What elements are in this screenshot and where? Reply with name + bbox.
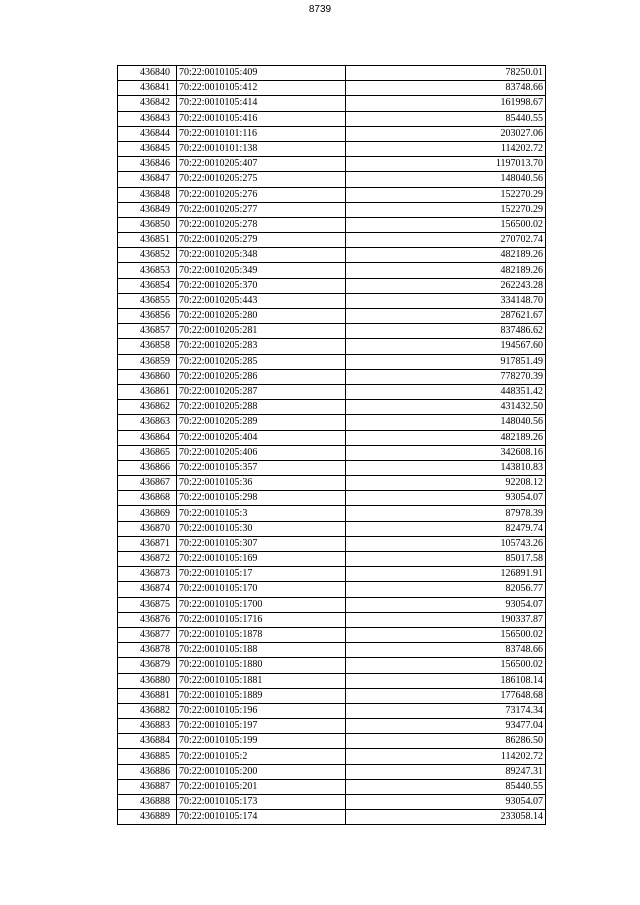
cadastral-value-cell: 837486.62 (346, 324, 546, 339)
row-id-cell: 436847 (118, 172, 177, 187)
cadastral-value-cell: 342608.16 (346, 445, 546, 460)
cadastral-number-cell: 70:22:0010105:200 (177, 764, 346, 779)
cadastral-value-cell: 105743.26 (346, 536, 546, 551)
cadastral-number-cell: 70:22:0010205:348 (177, 248, 346, 263)
row-id-cell: 436857 (118, 324, 177, 339)
cadastral-value-cell: 156500.02 (346, 627, 546, 642)
row-id-cell: 436869 (118, 506, 177, 521)
table-row (118, 764, 546, 779)
row-id-cell: 436862 (118, 400, 177, 415)
cadastral-number-cell: 70:22:0010105:201 (177, 779, 346, 794)
table-row (118, 400, 546, 415)
cadastral-number-cell: 70:22:0010205:443 (177, 293, 346, 308)
table-row (118, 749, 546, 764)
row-id-cell: 436870 (118, 521, 177, 536)
cadastral-value-cell: 156500.02 (346, 658, 546, 673)
table-row (118, 339, 546, 354)
cadastral-number-cell: 70:22:0010105:188 (177, 643, 346, 658)
row-id-cell: 436886 (118, 764, 177, 779)
row-id-cell: 436845 (118, 141, 177, 156)
row-id-cell: 436841 (118, 81, 177, 96)
cadastral-value-cell: 83748.66 (346, 81, 546, 96)
table-row (118, 233, 546, 248)
table-row (118, 248, 546, 263)
cadastral-number-cell: 70:22:0010205:279 (177, 233, 346, 248)
cadastral-value-cell: 93054.07 (346, 491, 546, 506)
row-id-cell: 436852 (118, 248, 177, 263)
cadastral-value-cell: 143810.83 (346, 460, 546, 475)
row-id-cell: 436842 (118, 96, 177, 111)
cadastral-value-cell: 482189.26 (346, 263, 546, 278)
cadastral-number-cell: 70:22:0010105:196 (177, 703, 346, 718)
row-id-cell: 436844 (118, 126, 177, 141)
table-row (118, 141, 546, 156)
cadastral-value-cell: 86286.50 (346, 734, 546, 749)
cadastral-value-cell: 85440.55 (346, 111, 546, 126)
table-row (118, 354, 546, 369)
cadastral-number-cell: 70:22:0010101:116 (177, 126, 346, 141)
row-id-cell: 436889 (118, 810, 177, 825)
table-row (118, 552, 546, 567)
row-id-cell: 436882 (118, 703, 177, 718)
cadastral-number-cell: 70:22:0010105:409 (177, 66, 346, 81)
table-row (118, 430, 546, 445)
cadastral-number-cell: 70:22:0010105:30 (177, 521, 346, 536)
table-row (118, 476, 546, 491)
table-row (118, 293, 546, 308)
table-row (118, 582, 546, 597)
cadastral-value-cell: 82479.74 (346, 521, 546, 536)
table-row (118, 612, 546, 627)
table-row (118, 567, 546, 582)
table-body (118, 66, 546, 825)
cadastral-value-cell: 93054.07 (346, 795, 546, 810)
cadastral-number-cell: 70:22:0010105:307 (177, 536, 346, 551)
table-row (118, 157, 546, 172)
table-row (118, 779, 546, 794)
cadastral-value-cell: 190337.87 (346, 612, 546, 627)
table-row (118, 627, 546, 642)
row-id-cell: 436888 (118, 795, 177, 810)
cadastral-value-cell: 114202.72 (346, 141, 546, 156)
cadastral-value-cell: 85017.58 (346, 552, 546, 567)
table-row (118, 658, 546, 673)
row-id-cell: 436850 (118, 217, 177, 232)
row-id-cell: 436871 (118, 536, 177, 551)
row-id-cell: 436846 (118, 157, 177, 172)
cadastral-number-cell: 70:22:0010105:36 (177, 476, 346, 491)
row-id-cell: 436854 (118, 278, 177, 293)
table-row (118, 263, 546, 278)
cadastral-value-cell: 194567.60 (346, 339, 546, 354)
cadastral-number-cell: 70:22:0010105:2 (177, 749, 346, 764)
row-id-cell: 436859 (118, 354, 177, 369)
cadastral-number-cell: 70:22:0010205:286 (177, 369, 346, 384)
table-row (118, 673, 546, 688)
row-id-cell: 436878 (118, 643, 177, 658)
row-id-cell: 436855 (118, 293, 177, 308)
table-row (118, 460, 546, 475)
cadastral-value-cell: 148040.56 (346, 172, 546, 187)
cadastral-number-cell: 70:22:0010205:370 (177, 278, 346, 293)
row-id-cell: 436868 (118, 491, 177, 506)
cadastral-value-cell: 93477.04 (346, 719, 546, 734)
cadastral-number-cell: 70:22:0010105:199 (177, 734, 346, 749)
cadastral-number-cell: 70:22:0010105:3 (177, 506, 346, 521)
table-row (118, 202, 546, 217)
table-row (118, 536, 546, 551)
row-id-cell: 436843 (118, 111, 177, 126)
cadastral-number-cell: 70:22:0010205:278 (177, 217, 346, 232)
cadastral-number-cell: 70:22:0010205:288 (177, 400, 346, 415)
cadastral-number-cell: 70:22:0010105:170 (177, 582, 346, 597)
cadastral-value-cell: 92208.12 (346, 476, 546, 491)
table-row (118, 81, 546, 96)
row-id-cell: 436865 (118, 445, 177, 460)
row-id-cell: 436851 (118, 233, 177, 248)
row-id-cell: 436872 (118, 552, 177, 567)
row-id-cell: 436858 (118, 339, 177, 354)
row-id-cell: 436887 (118, 779, 177, 794)
table-row (118, 810, 546, 825)
cadastral-number-cell: 70:22:0010105:174 (177, 810, 346, 825)
cadastral-number-cell: 70:22:0010105:1716 (177, 612, 346, 627)
table-row (118, 309, 546, 324)
table-row (118, 369, 546, 384)
table-row (118, 187, 546, 202)
cadastral-value-cell: 156500.02 (346, 217, 546, 232)
cadastral-value-cell: 161998.67 (346, 96, 546, 111)
cadastral-value-cell: 448351.42 (346, 384, 546, 399)
row-id-cell: 436873 (118, 567, 177, 582)
table-row (118, 734, 546, 749)
cadastral-value-cell: 482189.26 (346, 248, 546, 263)
table-row (118, 597, 546, 612)
cadastral-number-cell: 70:22:0010105:1881 (177, 673, 346, 688)
row-id-cell: 436866 (118, 460, 177, 475)
cadastral-number-cell: 70:22:0010205:276 (177, 187, 346, 202)
cadastral-value-cell: 186108.14 (346, 673, 546, 688)
row-id-cell: 436877 (118, 627, 177, 642)
cadastral-value-cell: 334148.70 (346, 293, 546, 308)
cadastral-number-cell: 70:22:0010205:285 (177, 354, 346, 369)
cadastral-value-cell: 87978.39 (346, 506, 546, 521)
cadastral-number-cell: 70:22:0010105:416 (177, 111, 346, 126)
table-row (118, 324, 546, 339)
cadastral-number-cell: 70:22:0010205:277 (177, 202, 346, 217)
cadastral-number-cell: 70:22:0010205:287 (177, 384, 346, 399)
cadastral-value-cell: 177648.68 (346, 688, 546, 703)
cadastral-value-cell: 1197013.70 (346, 157, 546, 172)
cadastral-number-cell: 70:22:0010105:197 (177, 719, 346, 734)
row-id-cell: 436864 (118, 430, 177, 445)
table-row (118, 688, 546, 703)
cadastral-value-cell: 82056.77 (346, 582, 546, 597)
cadastral-number-cell: 70:22:0010205:406 (177, 445, 346, 460)
row-id-cell: 436860 (118, 369, 177, 384)
cadastral-value-cell: 778270.39 (346, 369, 546, 384)
cadastral-value-cell: 233058.14 (346, 810, 546, 825)
row-id-cell: 436853 (118, 263, 177, 278)
row-id-cell: 436881 (118, 688, 177, 703)
cadastral-value-cell: 270702.74 (346, 233, 546, 248)
cadastral-number-cell: 70:22:0010105:17 (177, 567, 346, 582)
cadastral-value-cell: 114202.72 (346, 749, 546, 764)
cadastral-number-cell: 70:22:0010105:169 (177, 552, 346, 567)
cadastral-value-cell: 89247.31 (346, 764, 546, 779)
cadastral-value-cell: 917851.49 (346, 354, 546, 369)
cadastral-value-cell: 85440.55 (346, 779, 546, 794)
cadastral-number-cell: 70:22:0010205:281 (177, 324, 346, 339)
cadastral-value-cell: 93054.07 (346, 597, 546, 612)
table-row (118, 66, 546, 81)
cadastral-value-cell: 203027.06 (346, 126, 546, 141)
cadastral-number-cell: 70:22:0010105:412 (177, 81, 346, 96)
cadastral-number-cell: 70:22:0010105:1889 (177, 688, 346, 703)
cadastral-number-cell: 70:22:0010205:349 (177, 263, 346, 278)
table-row (118, 521, 546, 536)
cadastral-number-cell: 70:22:0010205:283 (177, 339, 346, 354)
cadastral-value-cell: 262243.28 (346, 278, 546, 293)
cadastral-number-cell: 70:22:0010105:298 (177, 491, 346, 506)
row-id-cell: 436879 (118, 658, 177, 673)
table-row (118, 415, 546, 430)
cadastral-number-cell: 70:22:0010105:1700 (177, 597, 346, 612)
cadastral-number-cell: 70:22:0010105:1880 (177, 658, 346, 673)
cadastral-value-cell: 78250.01 (346, 66, 546, 81)
table-row (118, 126, 546, 141)
table-row (118, 278, 546, 293)
cadastral-value-cell: 287621.67 (346, 309, 546, 324)
table-row (118, 217, 546, 232)
table-row (118, 506, 546, 521)
cadastral-number-cell: 70:22:0010105:173 (177, 795, 346, 810)
cadastral-value-cell: 126891.91 (346, 567, 546, 582)
table-row (118, 96, 546, 111)
row-id-cell: 436875 (118, 597, 177, 612)
row-id-cell: 436884 (118, 734, 177, 749)
cadastral-number-cell: 70:22:0010105:414 (177, 96, 346, 111)
table-row (118, 445, 546, 460)
row-id-cell: 436848 (118, 187, 177, 202)
cadastral-number-cell: 70:22:0010205:407 (177, 157, 346, 172)
cadastral-number-cell: 70:22:0010205:275 (177, 172, 346, 187)
cadastral-number-cell: 70:22:0010101:138 (177, 141, 346, 156)
cadastral-number-cell: 70:22:0010205:280 (177, 309, 346, 324)
table-row (118, 643, 546, 658)
cadastral-number-cell: 70:22:0010105:1878 (177, 627, 346, 642)
row-id-cell: 436885 (118, 749, 177, 764)
row-id-cell: 436876 (118, 612, 177, 627)
table-row (118, 384, 546, 399)
row-id-cell: 436880 (118, 673, 177, 688)
cadastral-value-cell: 73174.34 (346, 703, 546, 718)
cadastral-value-cell: 431432.50 (346, 400, 546, 415)
table-row (118, 491, 546, 506)
row-id-cell: 436883 (118, 719, 177, 734)
cadastral-value-cell: 148040.56 (346, 415, 546, 430)
cadastral-value-cell: 152270.29 (346, 187, 546, 202)
cadastral-value-table (117, 65, 546, 825)
table-row (118, 111, 546, 126)
row-id-cell: 436856 (118, 309, 177, 324)
cadastral-value-cell: 83748.66 (346, 643, 546, 658)
cadastral-number-cell: 70:22:0010205:289 (177, 415, 346, 430)
table-row (118, 795, 546, 810)
table-row (118, 703, 546, 718)
row-id-cell: 436861 (118, 384, 177, 399)
cadastral-value-cell: 152270.29 (346, 202, 546, 217)
row-id-cell: 436849 (118, 202, 177, 217)
row-id-cell: 436867 (118, 476, 177, 491)
row-id-cell: 436863 (118, 415, 177, 430)
table-row (118, 719, 546, 734)
cadastral-number-cell: 70:22:0010205:404 (177, 430, 346, 445)
row-id-cell: 436874 (118, 582, 177, 597)
row-id-cell: 436840 (118, 66, 177, 81)
cadastral-number-cell: 70:22:0010105:357 (177, 460, 346, 475)
table-row (118, 172, 546, 187)
cadastral-value-cell: 482189.26 (346, 430, 546, 445)
page-number: 8739 (308, 4, 332, 15)
